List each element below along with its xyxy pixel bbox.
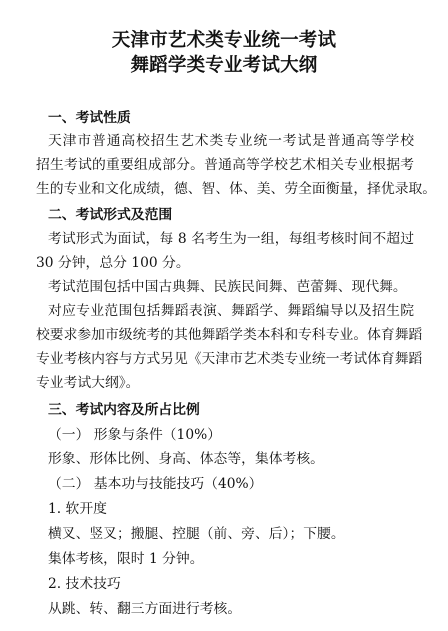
section3-part2-heading: （二） 基本功与技能技巧（40%）	[48, 476, 263, 492]
section3-heading: 三、考试内容及所占比例	[48, 402, 200, 418]
section1-line1: 天津市普通高校招生艺术类专业统一考试是普通高等学校	[48, 133, 414, 149]
section3-item1-heading: 1. 软开度	[48, 501, 107, 517]
section2-para1-line2: 30 分钟，总分 100 分。	[36, 255, 190, 271]
section2-para3-line1: 对应专业范围包括舞蹈表演、舞蹈学、舞蹈编导以及招生院	[48, 303, 414, 319]
section3-item1-text2: 集体考核，限时 1 分钟。	[48, 551, 204, 567]
section3-part1-heading: （一） 形象与条件（10%）	[48, 427, 222, 443]
section3-part1-text: 形象、形体比例、身高、体态等，集体考核。	[48, 451, 324, 467]
section2-para3-line2: 校要求参加市级统考的其他舞蹈学类本科和专科专业。体育舞蹈	[36, 327, 423, 343]
section2-para1-line1: 考试形式为面试，每 8 名考生为一组，每组考核时间不超过	[48, 231, 414, 247]
section3-item2-heading: 2. 技术技巧	[48, 576, 121, 592]
section2-heading: 二、考试形式及范围	[48, 207, 173, 223]
document-title-line1: 天津市艺术类专业统一考试	[111, 30, 337, 51]
section1-line3: 生的专业和文化成绩，德、智、体、美、劳全面衡量，择优录取。	[36, 181, 437, 197]
section3-item2-text: 从跳、转、翻三方面进行考核。	[48, 601, 242, 617]
section1-line2: 招生考试的重要组成部分。普通高等学校艺术相关专业根据考	[36, 157, 414, 173]
section2-para3-line3: 专业考核内容与方式另见《天津市艺术类专业统一考试体育舞蹈	[36, 351, 423, 367]
document-title-line2: 舞蹈学类专业考试大纲	[130, 55, 318, 76]
section2-para2-line1: 考试范围包括中国古典舞、民族民间舞、芭蕾舞、现代舞。	[48, 279, 407, 295]
section1-heading: 一、考试性质	[48, 110, 131, 126]
section3-item1-text1: 横叉、竖叉；搬腿、控腿（前、旁、后）；下腰。	[48, 526, 345, 542]
section2-para3-line4: 专业考试大纲》。	[36, 375, 140, 391]
